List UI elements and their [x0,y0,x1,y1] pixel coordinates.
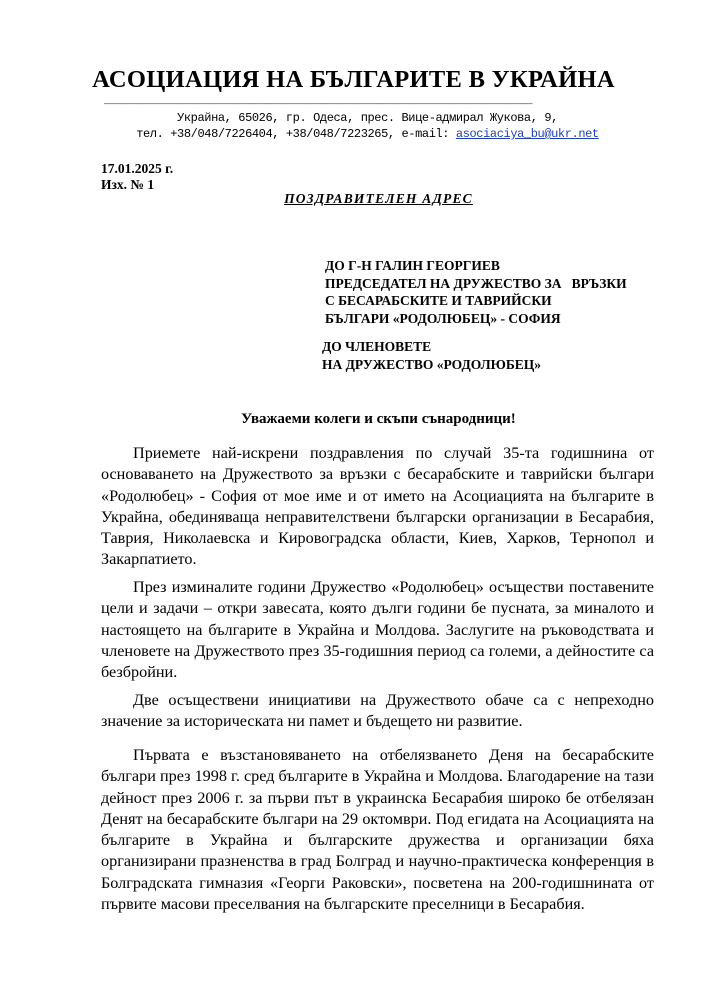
secondary-recipient [322,338,541,373]
organization-name: АСОЦИАЦИЯ НА БЪЛГАРИТЕ В УКРАЙНА [92,66,615,93]
body-paragraph: През изминалите години Дружество «Родолюбец» осъществи поставените цели и задачи – откри завесата, която дълги години бе пусната, за миналото и настоящето на българите в Украйна и Молдова. Заслугите на ръководствата и членовете на Дружеството през 35-годишния период са големи, а дейностите са безбройни. [101,578,654,682]
recipient-line: ДО Г-Н ГАЛИН ГЕОРГИЕВ [325,258,500,273]
address-line: Украйна, 65026, гр. Одеса, прес. Вице-адмирал Жукова, 9, [177,111,558,125]
body-paragraph: Две осъществени инициативи на Дружеството обаче са с непреходно значение за историческата ни памет и бъдещето ни развитие. [101,691,654,731]
recipient-line: С БЕСАРАБСКИТЕ И ТАВРИЙСКИ [325,293,552,308]
contact-phones: тел. +38/048/7226404, +38/048/7223265, e-mail: [136,127,456,141]
header-separator: _____________________________________________________________________________ [104,95,532,107]
body-paragraph: Приемете най-искрени поздравления по случай 35-та годишнина от основаването на Дружеството за връзки с бесарабските и таврийски българи «Родолюбец» - София от мое име и от името на Асоциацията на българите в Украйна, обединяваща неправителствени български организации в Бесарабия, Таврия, Николаевска и Кировоградска области, Киев, Харков, Тернопол и Закарпатието. [101,444,654,569]
email-link[interactable]: asociaciya_bu@ukr.net [455,127,599,141]
recipient-line: ПРЕДСЕДАТЕЛ НА ДРУЖЕСТВО ЗА ВРЪЗКИ [325,275,627,291]
document-title: ПОЗДРАВИТЕЛЕН АДРЕС [284,191,473,206]
body-paragraph: Първата е възстановяването на отбелязването Деня на бесарабските българи през 1998 г. сред българите в Украйна и Молдова. Благодарение на тази дейност през 2006 г. за първи път в украинска Бесарабия широко бе отбелязан Денят на бесарабските българи на 29 октомври. Под егидата на Асоциацията на българите в Украйна и българските дружества и организации бяха организирани празненства в град Болград и научно-практическа конференция в Болградската гимназия «Георги Раковски», посветена на 200-годишнината от първите масови преселвания на българските преселници в Бесарабия. [101,746,654,914]
recipient-line: ДО ЧЛЕНОВЕТЕ [322,339,432,354]
contact-line [14,127,707,141]
reference-number: Изх. № 1 [101,177,155,192]
greeting: Уважаеми колеги и скъпи сънародници! [241,411,516,427]
letter-date: 17.01.2025 г. [101,161,174,176]
primary-recipient [325,257,627,327]
recipient-line: БЪЛГАРИ «РОДОЛЮБЕЦ» - СОФИЯ [325,310,561,326]
recipient-line: НА ДРУЖЕСТВО «РОДОЛЮБЕЦ» [322,356,542,372]
